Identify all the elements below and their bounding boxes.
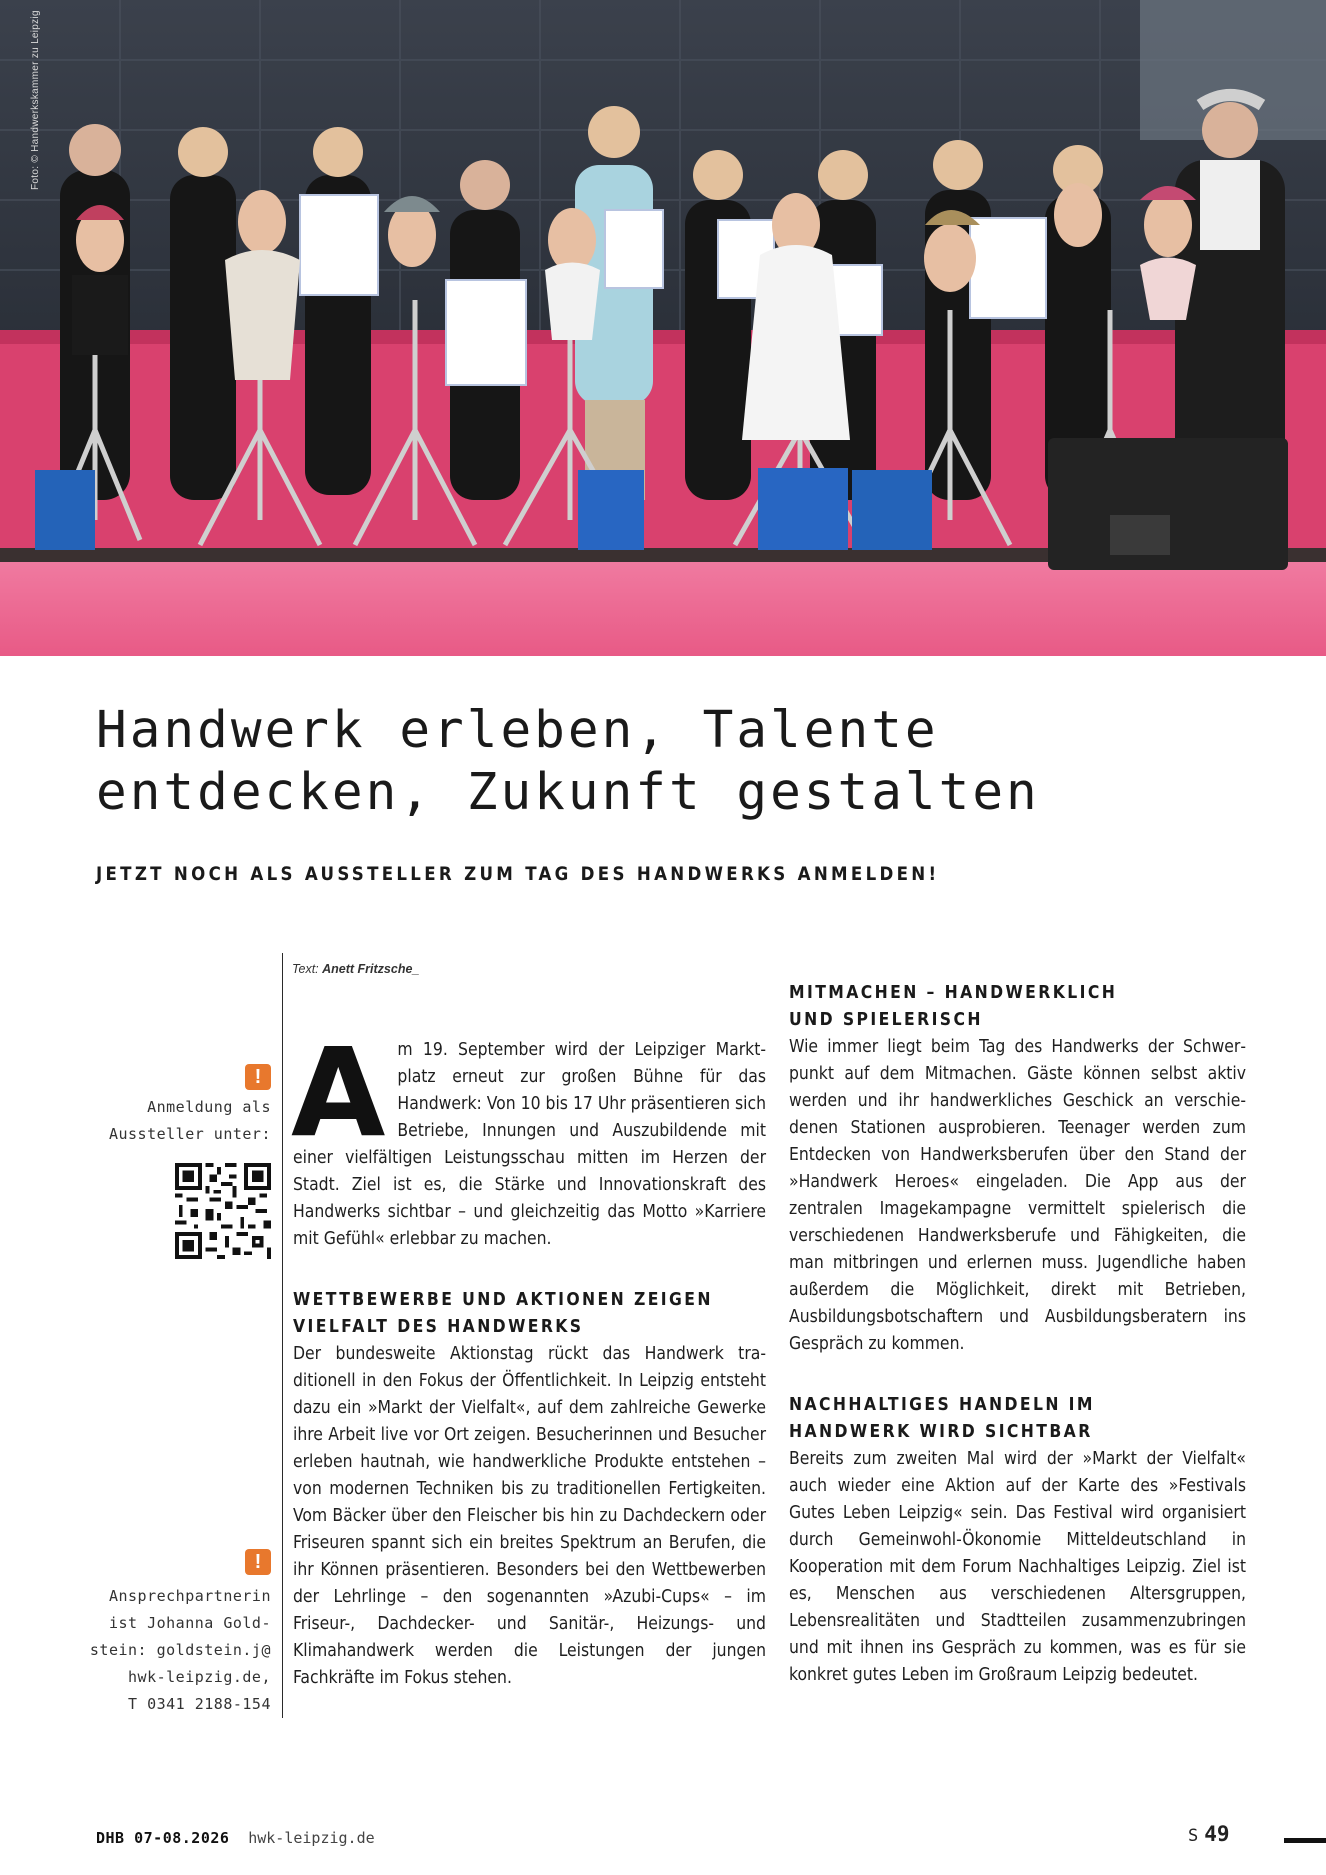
registration-note [109, 1094, 271, 1148]
contact-line-3[interactable]: stein: goldstein.j@ [89, 1641, 271, 1659]
contact-note [90, 1583, 271, 1718]
byline [292, 962, 419, 976]
section-heading-participation [789, 980, 1246, 1034]
subheadline: JETZT NOCH ALS AUSSTELLER ZUM TAG DES HANDWERKS ANMELDEN! [96, 864, 940, 885]
heading-line: MITMACHEN – HANDWERKLICH [789, 983, 1118, 1003]
section-body-competitions: Der bundesweite Aktionstag rückt das Handwerk traditionell in den Fokus der Öffentlichkeit. In Leipzig entsteht dazu ein »Markt der Vielfalt«, auf dem zahlreiche Gewerke ihre Arbeit live vor Ort zeigen. Besucherinnen und Besucher erleben hautnah, wie handwerkliche Produkte entstehen – von modernen Techniken bis zu traditionellen Fertigkeiten. Vom Bäcker über den Fleischer bis hin zu Dachdeckern oder Friseuren spannt sich ein breites Spektrum an Berufen, die ihr Können präsentieren. Besonders bei den Wettbewerben der Lehrlinge – den sogenannten »Azubi-Cups« – im Friseur-, Dachdecker- und Sanitär-, Heizungs- und Klimahandwerk werden die Leistungen der jungen Fachkräfte im Fokus stehen. [293, 1344, 766, 1688]
section-body-participation: Wie immer liegt beim Tag des Handwerks der Schwerpunkt auf dem Mitmachen. Gäste können selbst aktiv werden und ihr handwerkliches Geschick an verschiedenen Stationen ausprobieren. Teenager werden zum Entdecken von Handwerksberufen über den Stand der »Handwerk Heroes« eingeladen. Die App aus der zentralen Imagekampagne vermittelt spielerisch die verschiedenen Handwerksberufe und Fähigkeiten, die man mitbringen und erlernen muss. Jugendliche haben außerdem die Möglichkeit, direkt mit Betrieben, Ausbildungsbotschaftern und Ausbildungsberatern ins Gespräch zu kommen. [789, 1037, 1246, 1354]
intro-paragraph [291, 1022, 766, 1253]
sidebar-divider [282, 953, 283, 1718]
heading-line: UND SPIELERISCH [789, 1010, 983, 1030]
page-prefix: S [1188, 1826, 1199, 1846]
heading-line: WETTBEWERBE UND AKTIONEN ZEIGEN [293, 1290, 713, 1310]
section-heading-sustainability [789, 1392, 1246, 1446]
registration-line-2: Aussteller unter: [108, 1125, 271, 1143]
article-column-right [789, 980, 1246, 1689]
headline-line-2: entdecken, Zukunft gestalten [96, 763, 1040, 822]
qr-code[interactable] [175, 1163, 271, 1259]
section-heading-competitions [293, 1287, 766, 1341]
hero-photo [0, 0, 1326, 656]
heading-line: VIELFALT DES HANDWERKS [293, 1317, 584, 1337]
page-number [1188, 1822, 1230, 1846]
page-number-value: 49 [1204, 1822, 1230, 1846]
footer-website-link[interactable]: hwk-leipzig.de [248, 1829, 375, 1847]
byline-label: Text: [292, 962, 319, 976]
stage-photo-illustration [0, 0, 1326, 656]
notice-icon: ! [245, 1549, 271, 1575]
contact-line-4[interactable]: hwk-leipzig.de, [128, 1668, 271, 1686]
byline-author: Anett Fritzsche_ [322, 962, 420, 976]
photo-credit: Foto: © Handwerkskammer zu Leipzig [30, 10, 41, 190]
headline-line-1: Handwerk erleben, Talente [96, 701, 939, 760]
contact-line-2: ist Johanna Gold- [108, 1614, 271, 1632]
dropcap: A [291, 1022, 386, 1164]
magazine-issue: DHB 07-08.2026 [96, 1829, 230, 1847]
contact-line-5: T 0341 2188-154 [128, 1695, 271, 1713]
article-column-left [291, 1022, 766, 1692]
contact-line-1: Ansprechpartnerin [108, 1587, 271, 1605]
headline [96, 700, 1246, 824]
page-footer [96, 1829, 375, 1847]
intro-text: m 19. September wird der Leipziger Marktplatz erneut zur großen Bühne für das Handwerk: Von 10 bis 17 Uhr präsentieren sich Betriebe, Innungen und Auszubildende mit einer vielfältigen Leistungsschau mitten im Herzen der Stadt. Ziel ist es, die Stärke und Innovationskraft des Handwerks sichtbar – und gleichzeitig das Motto »Karriere mit Gefühl« erlebbar zu machen. [293, 1040, 766, 1249]
heading-line: HANDWERK WIRD SICHTBAR [789, 1422, 1093, 1442]
notice-icon: ! [245, 1064, 271, 1090]
section-body-sustainability: Bereits zum zweiten Mal wird der »Markt der Vielfalt« auch wieder eine Aktion auf der Karte des »Festivals Gutes Leben Leipzig« sein. Das Festival wird organisiert durch Gemeinwohl-Ökonomie Mitteldeutschland in Kooperation mit dem Forum Nachhaltiges Leipzig. Ziel ist es, Menschen aus verschiedenen Altersgruppen, Lebensrealitäten und Stadtteilen zusammenzubringen und mit ihnen ins Gespräch zu kommen, was es für sie konkret gutes Leben im Großraum Leipzig bedeutet. [789, 1449, 1246, 1685]
heading-line: NACHHALTIGES HANDELN IM [789, 1395, 1095, 1415]
registration-line-1: Anmeldung als [147, 1098, 271, 1116]
page-marker-bar [1284, 1838, 1326, 1843]
